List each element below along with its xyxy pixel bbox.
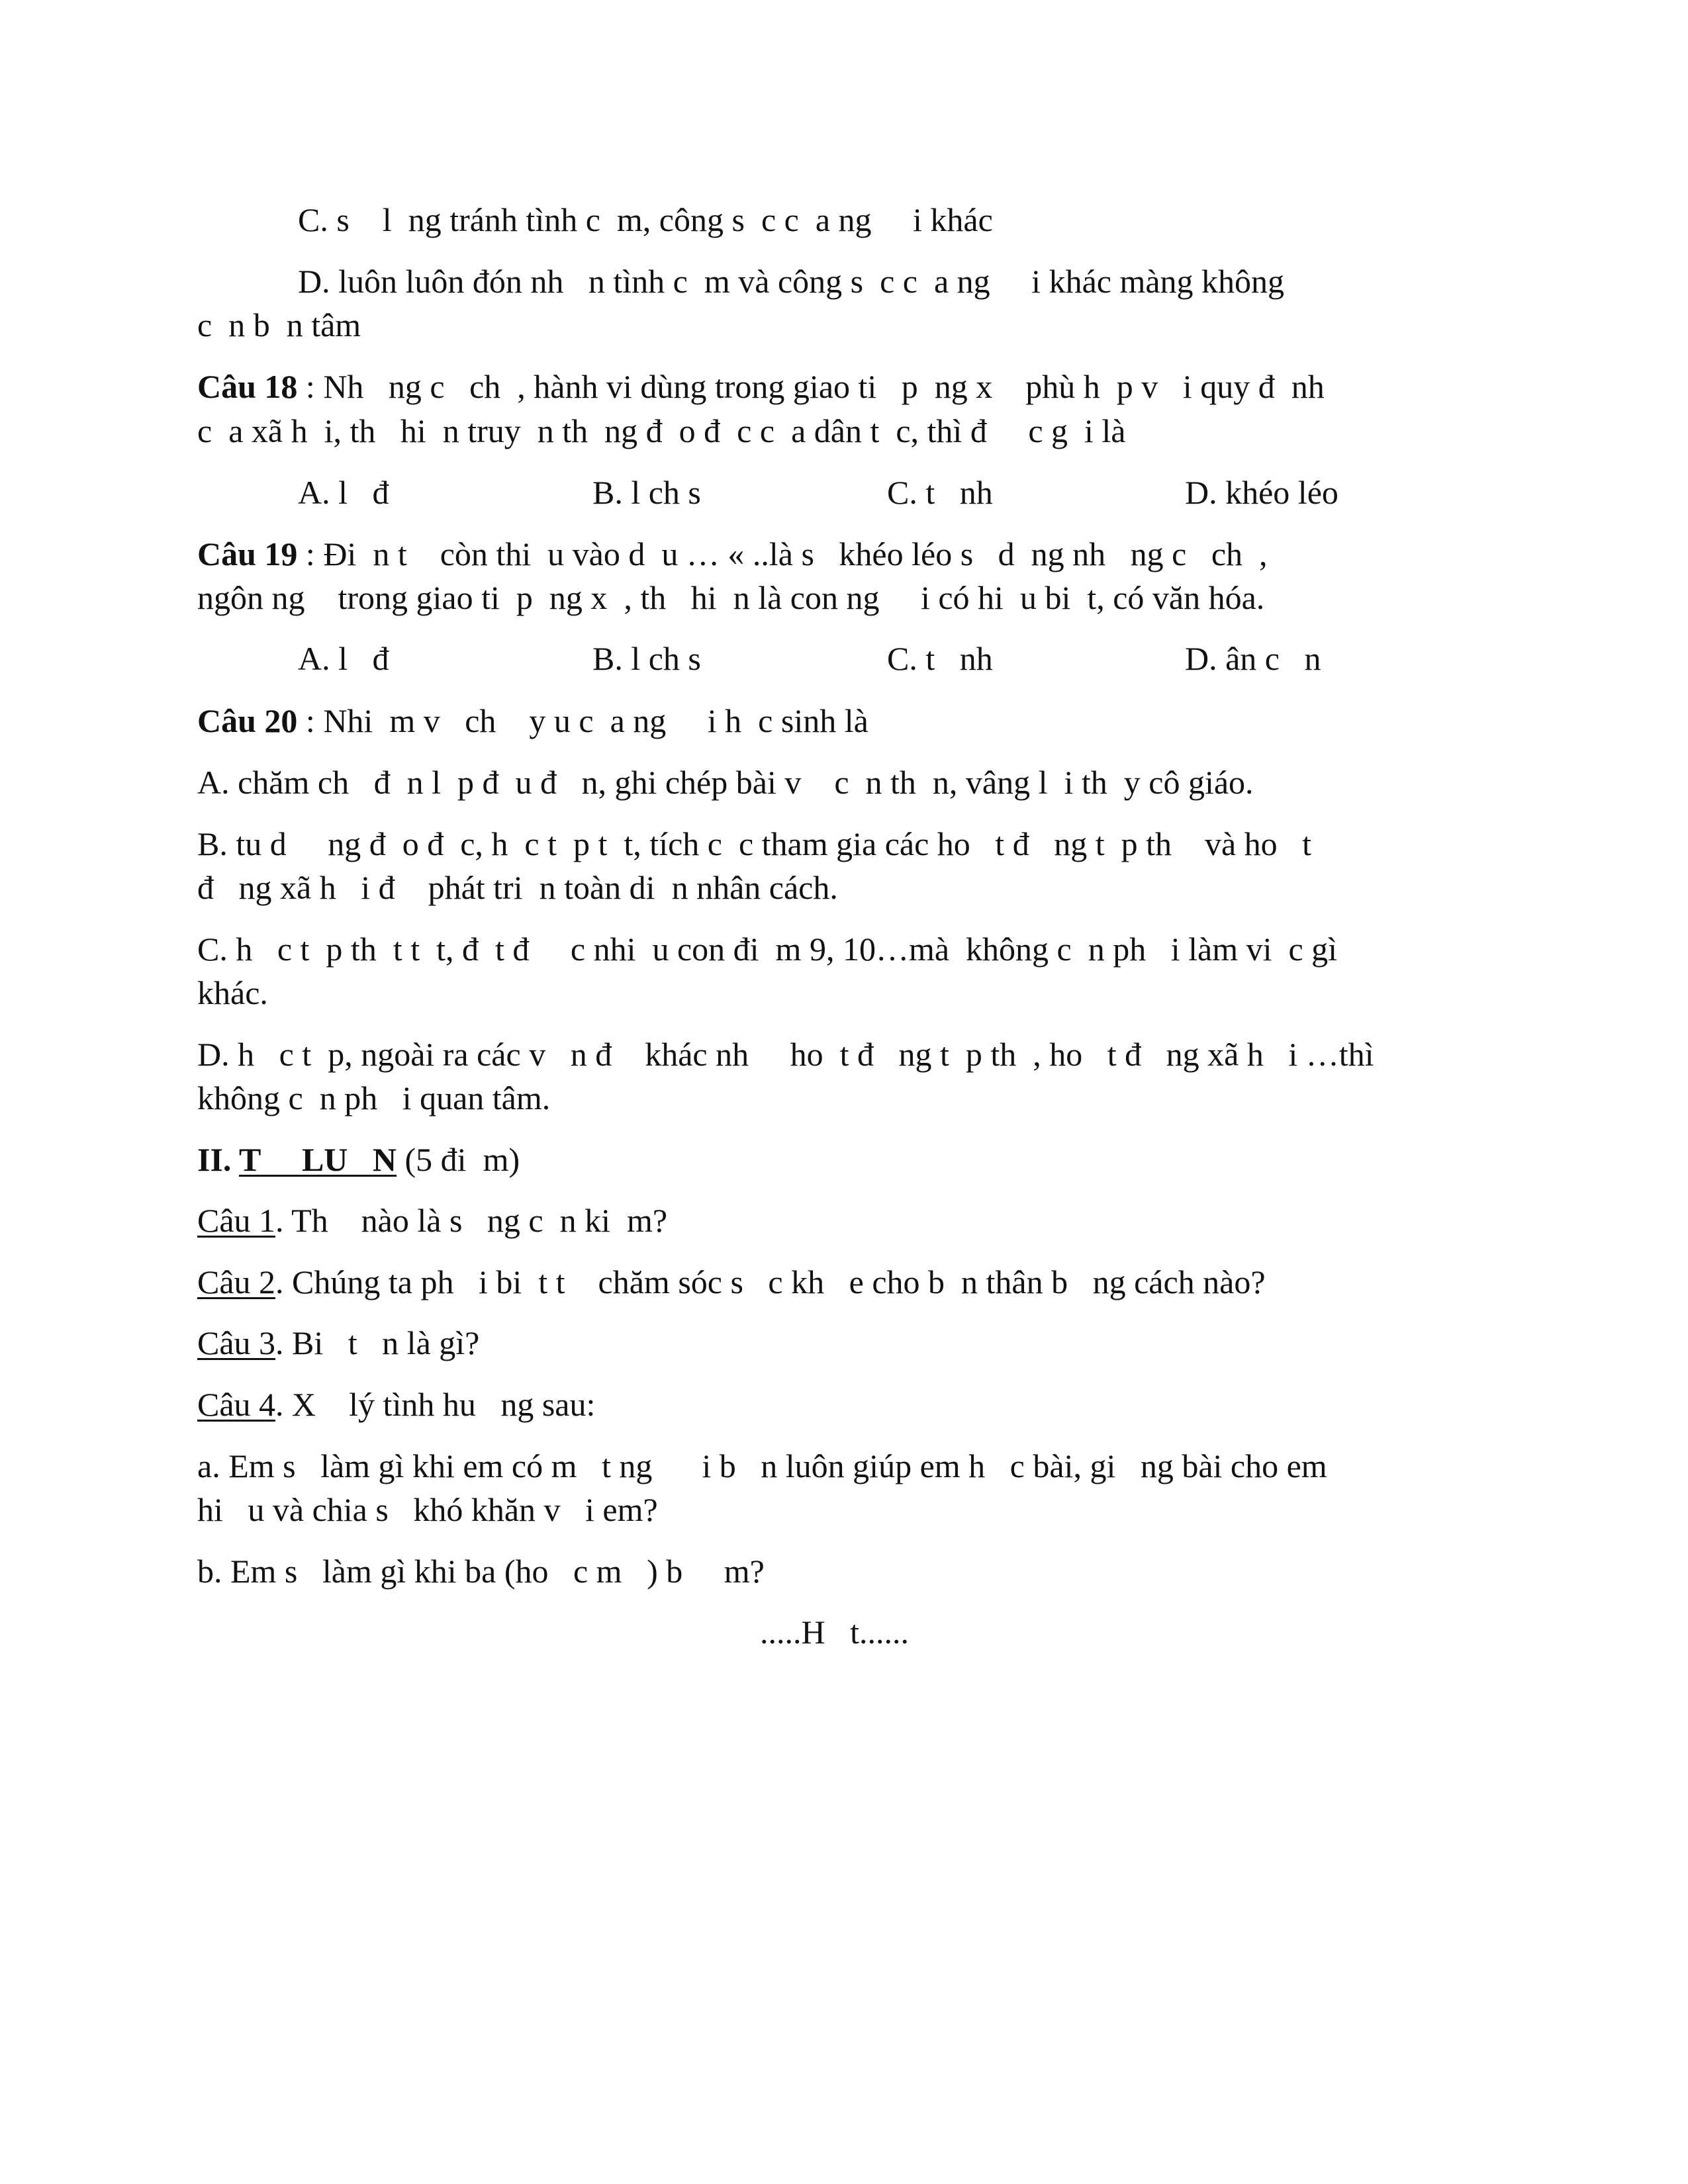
q18-option-b: B. l ch s	[592, 474, 701, 511]
q20-option-b-line2: đ ng xã h i đ phát tri n toàn di n nhân cách.	[197, 869, 838, 906]
essay-question-4	[197, 1382, 595, 1427]
q18-line2: c a xã h i, th hi n truy n th ng đ o đ c c a dân t c, thì đ c g i là	[197, 412, 1126, 449]
q20-option-b-line1: B. tu d ng đ o đ c, h c t p t t, tích c c tham gia các ho t đ ng t p th và ho t	[197, 825, 1312, 862]
q19-line1	[197, 531, 1268, 576]
q20-option-d-line2: không c n ph i quan tâm.	[197, 1079, 551, 1116]
q18-text-1: : Nh ng c ch , hành vi dùng trong giao ti p ng x phù h p v i quy đ nh	[297, 368, 1325, 405]
q20-text-1: : Nhi m v ch y u c a ng i h c sinh là	[297, 702, 868, 739]
q20-option-a: A. chăm ch đ n l p đ u đ n, ghi chép bài v c n th n, vâng l i th y cô giáo.	[197, 764, 1254, 801]
essay-question-3	[197, 1320, 479, 1365]
essay-label-4: Câu 4	[197, 1386, 276, 1423]
q4-part-b: b. Em s làm gì khi ba (ho c m ) b m?	[197, 1553, 765, 1590]
part2-points: (5 đi m)	[397, 1141, 520, 1178]
q17-option-d-line1: D. luôn luôn đón nh n tình c m và công s c c a ng i khác màng không	[298, 263, 1285, 300]
q18-option-c: C. t nh	[887, 474, 993, 511]
q18-line1	[197, 364, 1325, 409]
q17-option-d-line2: c n b n tâm	[197, 306, 361, 343]
q4-part-a-line2: hi u và chia s khó khăn v i em?	[197, 1491, 658, 1528]
q20-line1	[197, 698, 868, 743]
essay-text-3: . Bi t n là gì?	[275, 1324, 480, 1361]
essay-label-3: Câu 3	[197, 1324, 276, 1361]
end-marker: .....H t......	[760, 1614, 909, 1651]
essay-text-1: . Th nào là s ng c n ki m?	[275, 1202, 668, 1239]
q20-option-c-line1: C. h c t p th t t t, đ t đ c nhi u con đi m 9, 10…mà không c n ph i làm vi c gì	[197, 931, 1338, 968]
part2-title: T LU N	[239, 1141, 397, 1178]
essay-text-4: . X lý tình hu ng sau:	[275, 1386, 596, 1423]
q19-option-a: A. l đ	[298, 640, 389, 677]
q19-option-c: C. t nh	[887, 640, 993, 677]
q20-label: Câu 20	[197, 702, 298, 739]
q18-option-a: A. l đ	[298, 474, 389, 511]
essay-text-2: . Chúng ta ph i bi t t chăm sóc s c kh e cho b n thân b ng cách nào?	[275, 1263, 1266, 1300]
essay-question-1	[197, 1198, 667, 1243]
q19-option-b: B. l ch s	[592, 640, 701, 677]
q19-text-1: : Đi n t còn thi u vào d u … « ..là s khéo léo s d ng nh ng c ch ,	[297, 535, 1268, 572]
q19-label: Câu 19	[197, 535, 298, 572]
q20-option-c-line2: khác.	[197, 974, 268, 1011]
q18-label: Câu 18	[197, 368, 298, 405]
q4-part-a-line1: a. Em s làm gì khi em có m t ng i b n luôn giúp em h c bài, gi ng bài cho em	[197, 1447, 1327, 1484]
essay-label-2: Câu 2	[197, 1263, 276, 1300]
q19-line2: ngôn ng trong giao ti p ng x , th hi n là con ng i có hi u bi t, có văn hóa.	[197, 579, 1265, 616]
essay-question-2	[197, 1259, 1266, 1304]
part2-heading	[197, 1137, 520, 1182]
essay-label-1: Câu 1	[197, 1202, 276, 1239]
q20-option-d-line1: D. h c t p, ngoài ra các v n đ khác nh ho t đ ng t p th , ho t đ ng xã h i …thì	[197, 1036, 1374, 1073]
q17-option-c: C. s l ng tránh tình c m, công s c c a ng i khác	[298, 201, 993, 238]
q19-option-d: D. ân c n	[1185, 640, 1321, 677]
part2-roman: II.	[197, 1141, 240, 1178]
q18-option-d: D. khéo léo	[1185, 474, 1338, 511]
